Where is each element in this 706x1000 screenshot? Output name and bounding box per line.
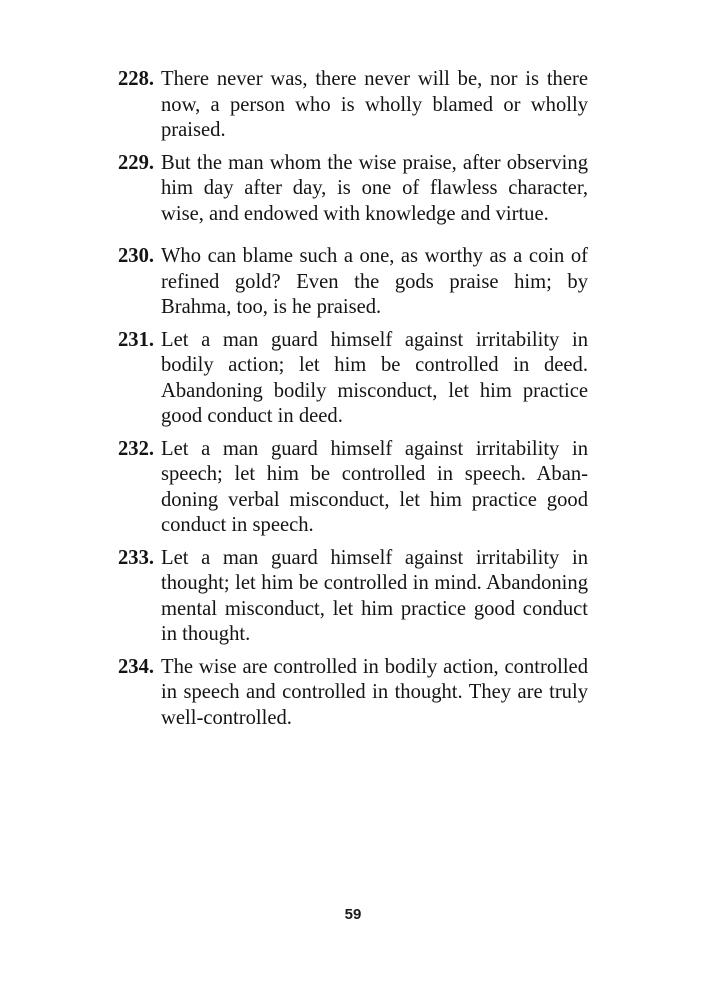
- verse-number: 234.: [118, 655, 155, 678]
- verse-232: [118, 437, 588, 539]
- verse-229: [118, 151, 588, 228]
- verse-number: 231.: [118, 328, 155, 351]
- page-number: 59: [344, 906, 362, 923]
- verse-text: Who can blame such a one, as worthy as a coin of refined gold? Even the gods praise him; by Brahma, too, is he praised.: [161, 245, 588, 318]
- verse-number: 229.: [118, 151, 155, 174]
- verse-text: But the man whom the wise praise, after observing him day after day, is one of flawless character, wise, and endowed with knowledge and virtue.: [161, 151, 588, 225]
- verse-233: [118, 546, 588, 648]
- verse-number: 228.: [118, 68, 155, 90]
- verse-text: There never was, there never will be, nor is there now, a person who is wholly blamed or wholly praised.: [161, 68, 588, 141]
- verse-text: The wise are controlled in bodily action, controlled in speech and controlled in thought. They are truly well-controlled.: [161, 655, 588, 729]
- verse-number: 233.: [118, 546, 155, 569]
- verse-number: 232.: [118, 437, 155, 460]
- verse-list: [118, 67, 588, 738]
- verse-text: Let a man guard himself against irritability in thought; let him be controlled in mind. Abandoning mental misconduct, let him practice good conduct in thought.: [161, 546, 588, 645]
- verse-text: Let a man guard himself against irritability in speech; let him be controlled in speech. Abandoning verbal misconduct, let him practice good conduct in speech.: [161, 437, 588, 536]
- verse-228: [118, 67, 588, 144]
- verse-number: 230.: [118, 245, 155, 267]
- verse-234: [118, 655, 588, 732]
- verse-231: [118, 328, 588, 430]
- verse-230: [118, 244, 588, 321]
- verse-text: Let a man guard himself against irritability in bodily action; let him be controlled in deed. Abandoning bodily misconduct, let him practice good conduct in deed.: [161, 328, 588, 427]
